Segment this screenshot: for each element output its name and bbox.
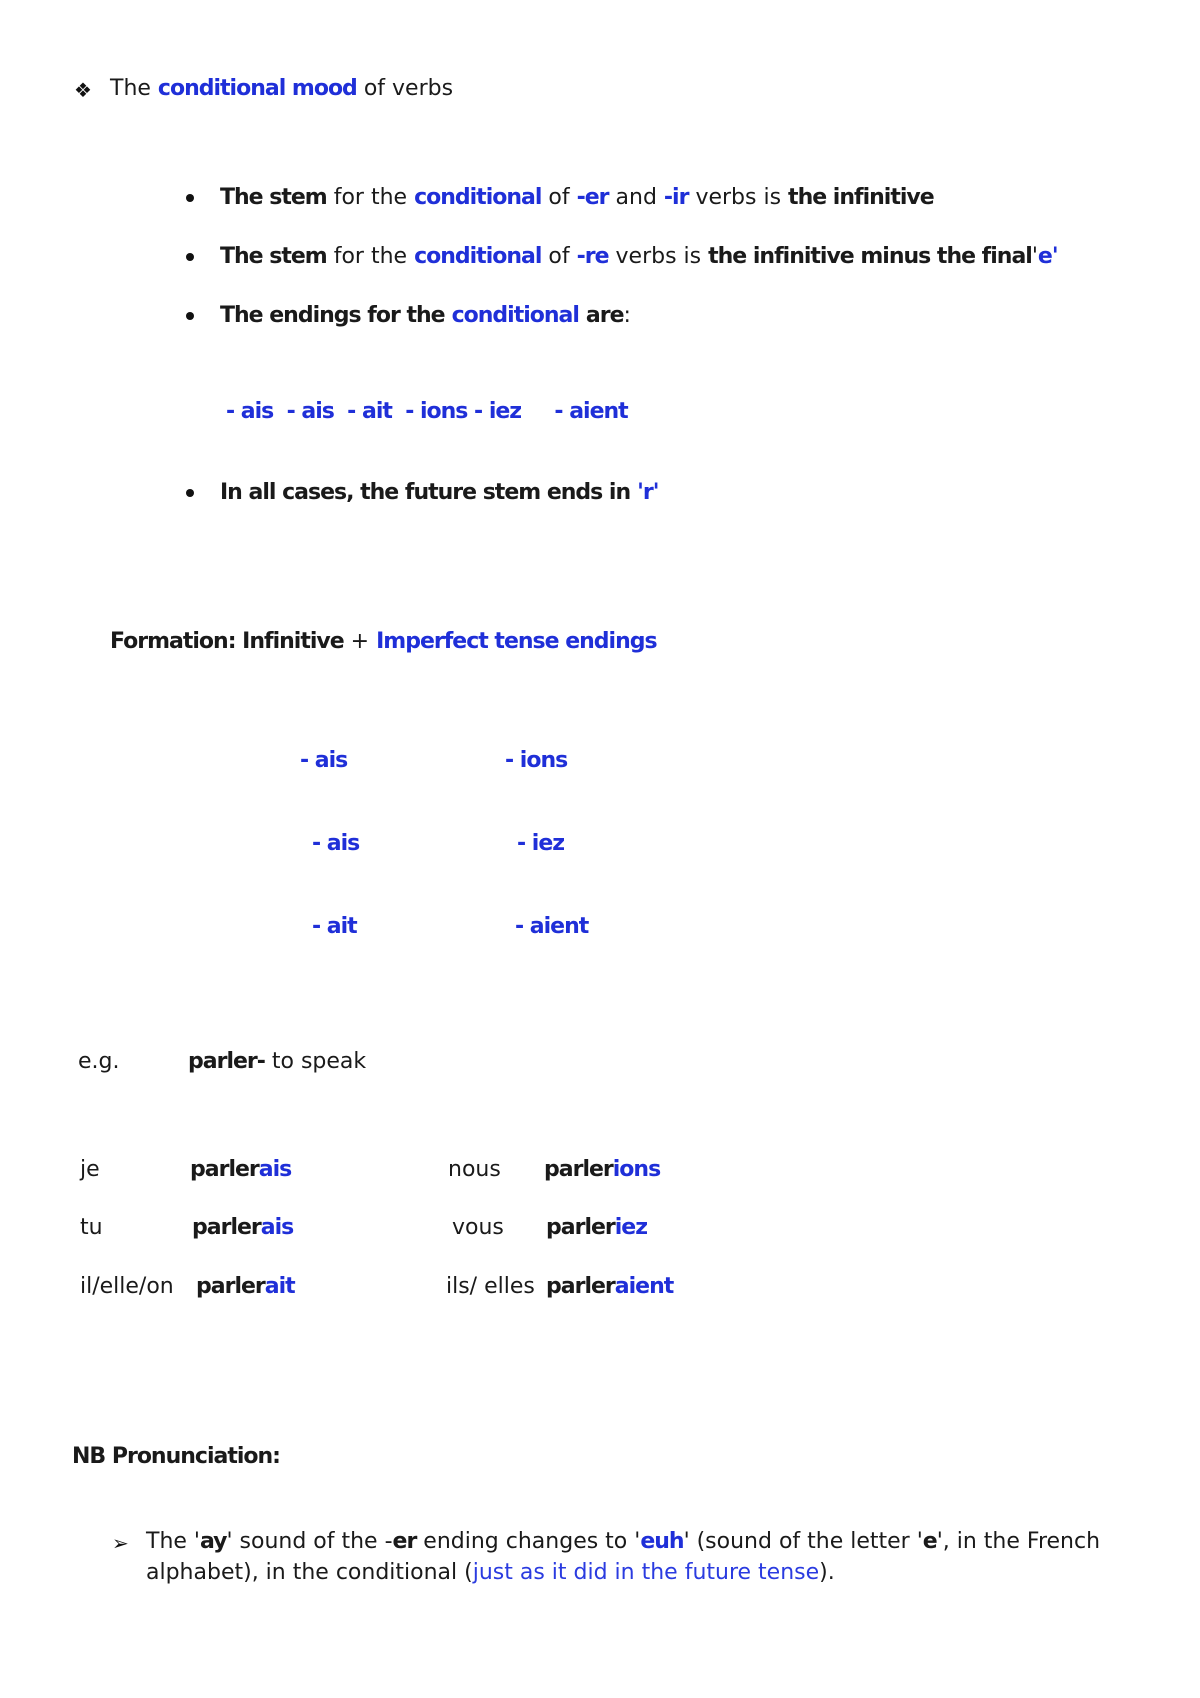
conj-pronoun: vous [452, 1215, 504, 1240]
ending-right-1: - ions [505, 748, 568, 773]
heading-pre: The [110, 76, 151, 101]
conj-verb: parleraient [546, 1274, 674, 1299]
bullet-dot-icon [186, 489, 194, 497]
conj-pronoun: je [80, 1157, 100, 1182]
bullet-dot-icon [186, 312, 194, 320]
formation-line: Formation: Infinitive + Imperfect tense endings [110, 629, 657, 654]
nb-line-1: The 'ay' sound of the -er ending changes to 'euh' (sound of the letter 'e', in the French [146, 1529, 1101, 1554]
bullet-dot-icon [186, 194, 194, 202]
ending-right-3: - aient [515, 914, 589, 939]
ending-left-1: - ais [300, 748, 348, 773]
nb-line-2: alphabet), in the conditional (just as it did in the future tense). [146, 1560, 835, 1585]
arrow-bullet-icon: ➢ [112, 1531, 129, 1555]
heading-term: conditional mood [157, 76, 357, 101]
bullet-stem-re: The stem for the conditional of -re verbs is the infinitive minus the final'e' [220, 244, 1058, 269]
ending-left-3: - ait [312, 914, 357, 939]
section-heading [110, 78, 453, 100]
conj-verb: parlerait [196, 1274, 295, 1299]
conj-pronoun: ils/ elles [446, 1274, 535, 1299]
heading-post: of verbs [363, 76, 454, 101]
bullet-stem-er-ir: The stem for the conditional of -er and -ir verbs is the infinitive [220, 185, 934, 210]
conj-pronoun: nous [448, 1157, 501, 1182]
ending-left-2: - ais [312, 831, 360, 856]
nb-title: NB Pronunciation: [72, 1444, 280, 1469]
conj-pronoun: tu [80, 1215, 103, 1240]
conj-verb: parlerais [192, 1215, 294, 1240]
conj-pronoun: il/elle/on [80, 1274, 174, 1299]
endings-inline: - ais - ais - ait - ions - iez - aient [226, 399, 628, 424]
bullet-dot-icon [186, 253, 194, 261]
conj-verb: parlerais [190, 1157, 292, 1182]
bullet-endings: The endings for the conditional are: [220, 303, 631, 328]
bullet-future-stem: In all cases, the future stem ends in 'r' [220, 480, 659, 505]
diamond-bullet-icon: ❖ [74, 78, 92, 102]
example-label: e.g. [78, 1049, 120, 1074]
conj-verb: parleriez [546, 1215, 648, 1240]
example-verb: parler- to speak [188, 1049, 367, 1074]
ending-right-2: - iez [517, 831, 565, 856]
conj-verb: parlerions [544, 1157, 661, 1182]
